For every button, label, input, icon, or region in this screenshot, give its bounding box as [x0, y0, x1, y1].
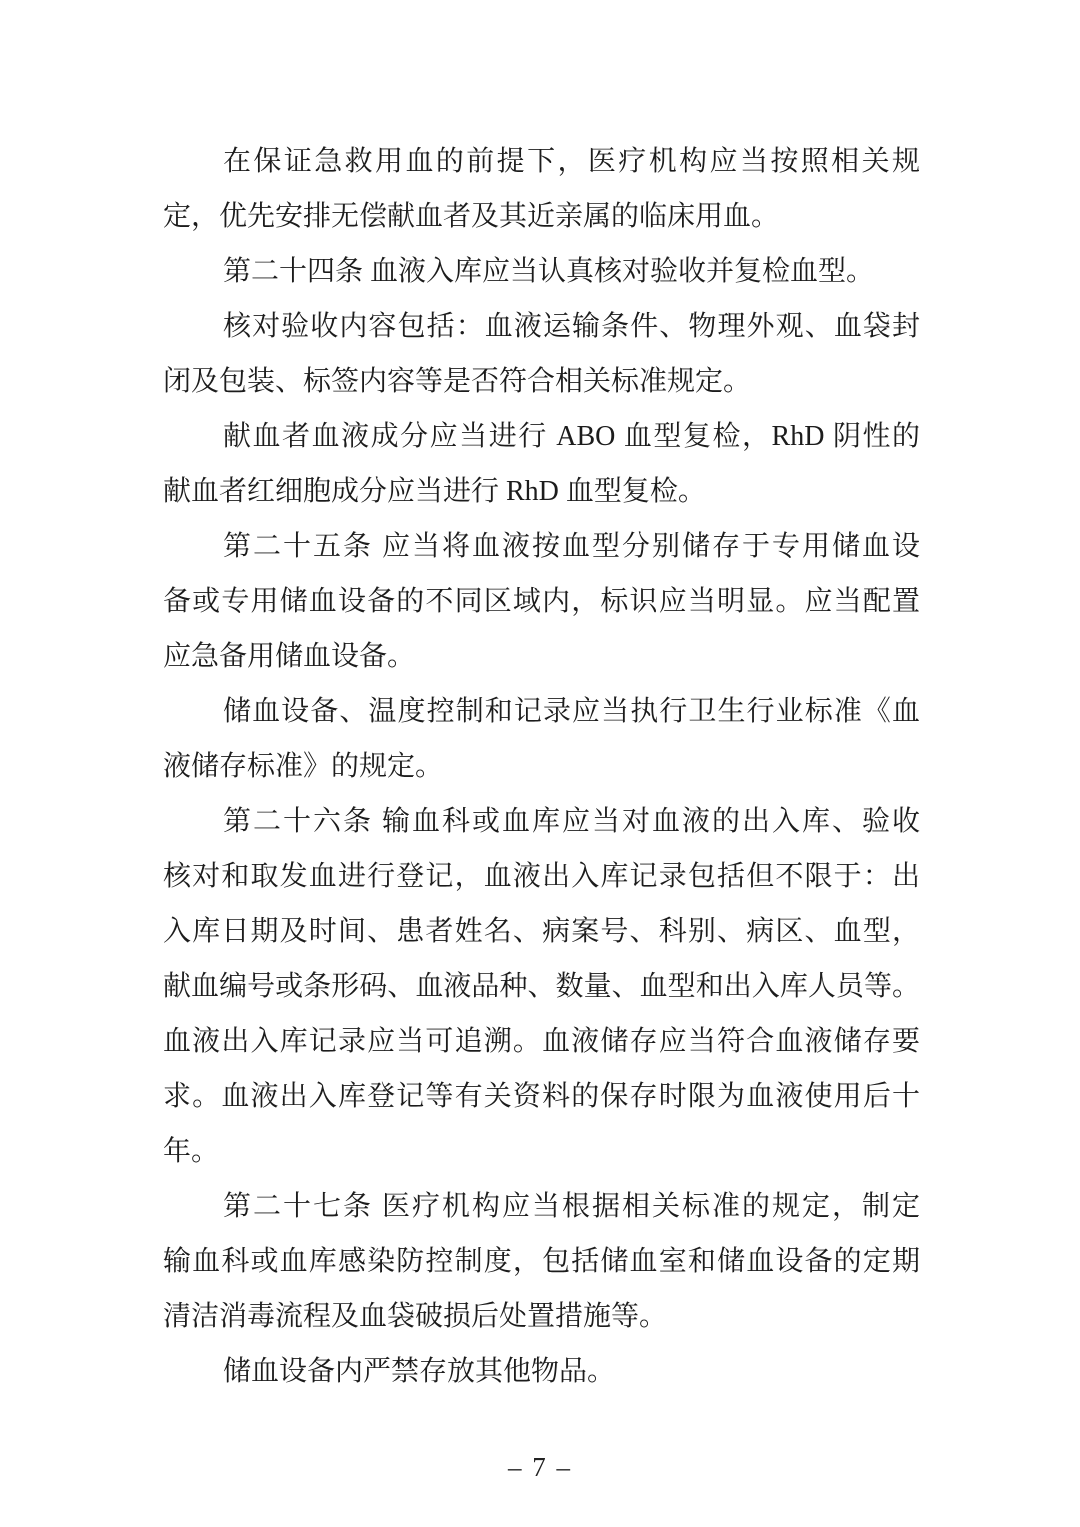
text-line: 闭及包装、标签内容等是否符合相关标准规定。 — [163, 366, 752, 397]
text-line: 应急备用储血设备。 — [163, 641, 416, 672]
text-line: 储血设备内严禁存放其他物品。 — [223, 1356, 616, 1387]
text-line: 核对验收内容包括：血液运输条件、物理外观、血袋封 — [223, 311, 920, 342]
text-line: 入库日期及时间、患者姓名、病案号、科别、病区、血型， — [163, 916, 920, 947]
text-line: 在保证急救用血的前提下，医疗机构应当按照相关规 — [223, 146, 920, 177]
text-line: 输血科或血库感染防控制度，包括储血室和储血设备的定期 — [163, 1246, 920, 1277]
text-line: 献血者红细胞成分应当进行 RhD 血型复检。 — [163, 476, 706, 507]
text-line: 年。 — [163, 1136, 220, 1167]
text-line: 核对和取发血进行登记，血液出入库记录包括但不限于：出 — [163, 861, 920, 892]
text-line: 定，优先安排无偿献血者及其近亲属的临床用血。 — [163, 201, 780, 232]
page-footer — [0, 1452, 1080, 1483]
text-line: 第二十四条 血液入库应当认真核对验收并复检血型。 — [223, 256, 875, 287]
text-line: 献血编号或条形码、血液品种、数量、血型和出入库人员等。 — [163, 971, 920, 1002]
text-line: 第二十五条 应当将血液按血型分别储存于专用储血设 — [223, 531, 920, 562]
text-line: 第二十六条 输血科或血库应当对血液的出入库、验收 — [223, 806, 920, 837]
text-line: 备或专用储血设备的不同区域内，标识应当明显。应当配置 — [163, 586, 920, 617]
text-line: 求。血液出入库登记等有关资料的保存时限为血液使用后十 — [163, 1081, 920, 1112]
text-line: 献血者血液成分应当进行 ABO 血型复检，RhD 阴性的 — [223, 421, 920, 452]
text-line: 血液出入库记录应当可追溯。血液储存应当符合血液储存要 — [163, 1026, 920, 1057]
text-line: 清洁消毒流程及血袋破损后处置措施等。 — [163, 1301, 668, 1332]
document-body — [163, 134, 920, 1399]
text-line: 第二十七条 医疗机构应当根据相关标准的规定，制定 — [223, 1191, 920, 1222]
text-line: 储血设备、温度控制和记录应当执行卫生行业标准《血 — [223, 696, 920, 727]
text-line: 液储存标准》的规定。 — [163, 751, 444, 782]
page-number: – 7 – — [508, 1452, 572, 1482]
